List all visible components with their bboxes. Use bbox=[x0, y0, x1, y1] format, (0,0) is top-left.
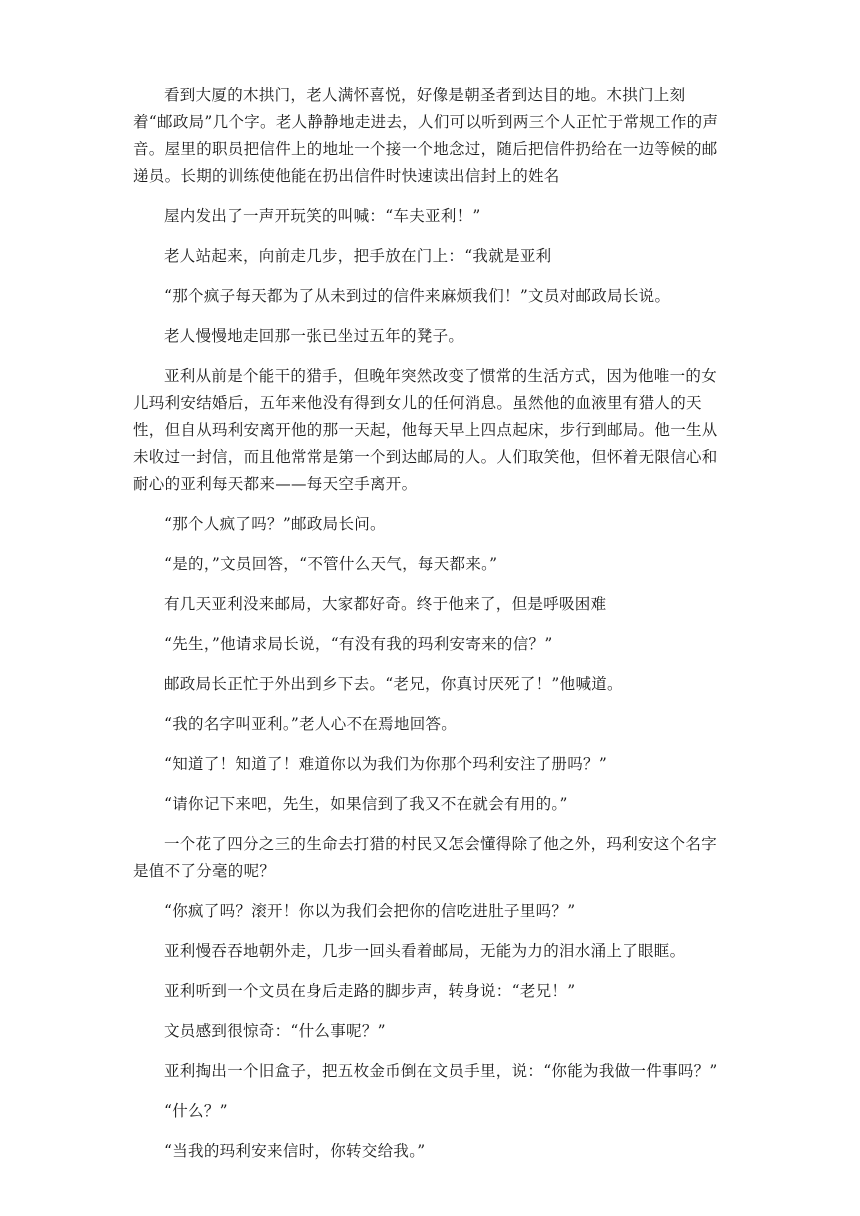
paragraph-write-it-down: “请你记下来吧，先生，如果信到了我又不在就会有用的。” bbox=[164, 795, 568, 813]
paragraph-postmaster-annoyed: 邮政局长正忙于外出到乡下去。“老兄，你真讨厌死了！”他喊道。 bbox=[164, 675, 623, 693]
paragraph-walks-out: 亚利慢吞吞地朝外走，几步一回头看着邮局，无能为力的泪水涌上了眼眶。 bbox=[164, 942, 686, 960]
paragraph-footsteps: 亚利听到一个文员在身后走路的脚步声，转身说：“老兄！” bbox=[164, 982, 576, 1000]
paragraph-joking-shout: 屋内发出了一声开玩笑的叫喊：“车夫亚利！” bbox=[164, 207, 481, 225]
paragraph-gold-coins: 亚利掏出一个旧盒子，把五枚金币倒在文员手里，说：“你能为我做一件事吗？” bbox=[164, 1062, 718, 1080]
paragraph-ali-absent: 有几天亚利没来邮局，大家都好奇。终于他来了，但是呼吸困难 bbox=[164, 595, 607, 613]
paragraph-my-name: “我的名字叫亚利。”老人心不在焉地回答。 bbox=[164, 715, 458, 733]
paragraph-ali-asks-letter: “先生，”他请求局长说，“有没有我的玛利安寄来的信？” bbox=[164, 635, 553, 653]
paragraph-registered: “知道了！知道了！难道你以为我们为你那个玛利安注了册吗？” bbox=[164, 755, 608, 773]
paragraph-villager: 一个花了四分之三的生命去打猎的村民又怎会懂得除了他之外，玛利安这个名字是值不了分毫的呢？ bbox=[133, 835, 718, 880]
paragraph-postmaster-asks: “那个人疯了吗？”邮政局长问。 bbox=[164, 515, 386, 533]
paragraph-forward-letter: “当我的玛利安来信时，你转交给我。” bbox=[164, 1142, 426, 1160]
paragraph-back-to-bench: 老人慢慢地走回那一张已坐过五年的凳子。 bbox=[164, 327, 465, 345]
paragraph-clerk-surprised: 文员感到很惊奇：“什么事呢？” bbox=[164, 1022, 386, 1040]
paragraph-arch-door: 看到大厦的木拱门，老人满怀喜悦，好像是朝圣者到达目的地。木拱门上刻着“邮政局”几个字。老人静静地走进去，人们可以听到两三个人正忙于常规工作的声音。屋里的职员把信件上的地址一个接一个地念过，随后把信件扔给在一边等候的邮递员。长期的训练使他能在扔出信件时快速读出信封上的姓名 bbox=[133, 86, 719, 185]
paragraph-old-man-stands: 老人站起来，向前走几步，把手放在门上：“我就是亚利 bbox=[164, 247, 552, 265]
paragraph-what: “什么？” bbox=[164, 1102, 228, 1120]
paragraph-get-out: “你疯了吗？滚开！你以为我们会把你的信吃进肚子里吗？” bbox=[164, 902, 576, 920]
story-text bbox=[133, 82, 723, 1178]
paragraph-clerk-answers: “是的，”文员回答，“不管什么天气，每天都来。” bbox=[164, 555, 498, 573]
paragraph-clerk-remark: “那个疯子每天都为了从未到过的信件来麻烦我们！”文员对邮政局长说。 bbox=[164, 287, 671, 305]
paragraph-ali-background: 亚利从前是个能干的猎手，但晚年突然改变了惯常的生活方式，因为他唯一的女儿玛利安结婚后，五年来他没有得到女儿的任何消息。虽然他的血液里有猎人的天性，但自从玛利安离开他的那一天起，他每天早上四点起床，步行到邮局。他一生从未收过一封信，而且他常常是第一个到达邮局的人。人们取笑他，但怀着无限信心和耐心的亚利每天都来——每天空手离开。 bbox=[133, 367, 718, 493]
